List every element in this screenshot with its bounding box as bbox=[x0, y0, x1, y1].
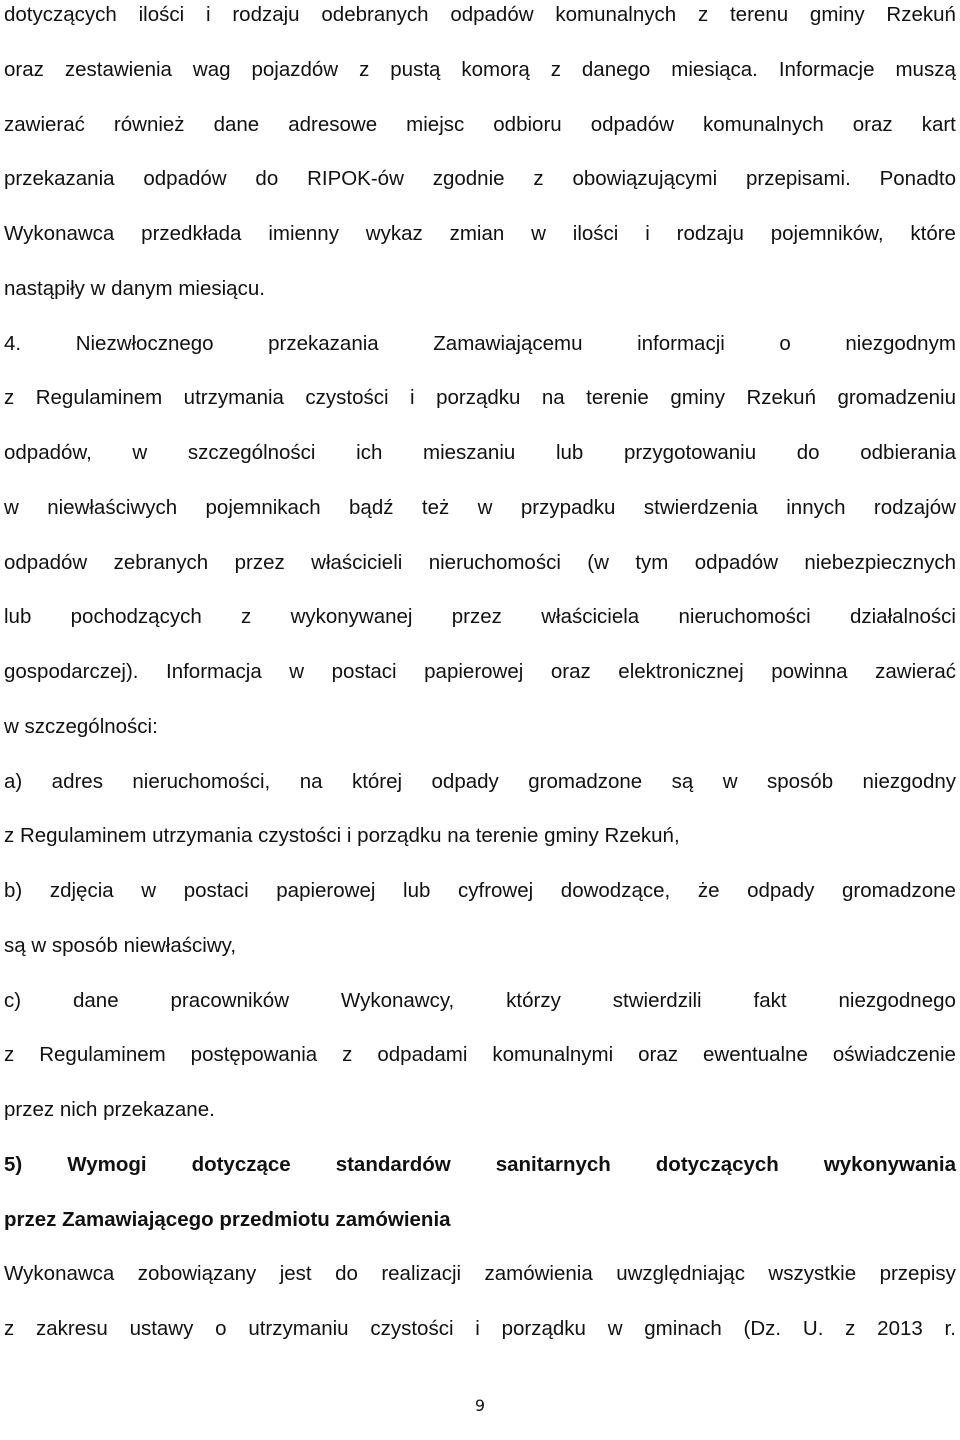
body-text-line: są w sposób niewłaściwy, bbox=[4, 933, 237, 957]
body-text-line: przekazania odpadów do RIPOK-ów zgodnie z obowiązującymi przepisami. Ponadto bbox=[4, 167, 956, 191]
body-text-line: Wykonawca zobowiązany jest do realizacji zamówienia uwzględniając wszystkie przepisy bbox=[4, 1262, 956, 1286]
body-text-line: w szczególności: bbox=[4, 714, 158, 738]
body-text-line: dotyczących ilości i rodzaju odebranych odpadów komunalnych z terenu gminy Rzekuń bbox=[4, 3, 956, 26]
section-heading-line: 5) Wymogi dotyczące standardów sanitarnych dotyczących wykonywania bbox=[4, 1152, 956, 1176]
page-number: 9 bbox=[474, 1396, 486, 1415]
body-text-line: b) zdjęcia w postaci papierowej lub cyfrowej dowodzące, że odpady gromadzone bbox=[4, 879, 956, 902]
body-text-line: z Regulaminem postępowania z odpadami komunalnymi oraz ewentualne oświadczenie bbox=[4, 1043, 956, 1067]
body-text-line: oraz zestawienia wag pojazdów z pustą komorą z danego miesiąca. Informacje muszą bbox=[4, 57, 956, 81]
body-text-line: gospodarczej). Informacja w postaci papierowej oraz elektronicznej powinna zawierać bbox=[4, 660, 956, 683]
body-text-line: w niewłaściwych pojemnikach bądź też w przypadku stwierdzenia innych rodzajów bbox=[4, 495, 956, 519]
body-text-line: 4. Niezwłocznego przekazania Zamawiającemu informacji o niezgodnym bbox=[4, 331, 956, 355]
body-text-line: zawierać również dane adresowe miejsc odbioru odpadów komunalnych oraz kart bbox=[4, 112, 956, 136]
body-text-line: z Regulaminem utrzymania czystości i porządku na terenie gminy Rzekuń, bbox=[4, 824, 680, 848]
section-heading-line: przez Zamawiającego przedmiotu zamówienia bbox=[4, 1207, 451, 1231]
body-text-line: przez nich przekazane. bbox=[4, 1098, 215, 1121]
body-text-line: z Regulaminem utrzymania czystości i porządku na terenie gminy Rzekuń gromadzeniu bbox=[4, 386, 956, 410]
body-text-line: odpadów zebranych przez właścicieli nieruchomości (w tym odpadów niebezpiecznych bbox=[4, 550, 956, 574]
body-text-line: odpadów, w szczególności ich mieszaniu lub przygotowaniu do odbierania bbox=[4, 441, 956, 464]
body-text-line: c) dane pracowników Wykonawcy, którzy stwierdzili fakt niezgodnego bbox=[4, 988, 956, 1012]
body-text-line: Wykonawca przedkłada imienny wykaz zmian w ilości i rodzaju pojemników, które bbox=[4, 222, 956, 245]
body-text-line: a) adres nieruchomości, na której odpady gromadzone są w sposób niezgodny bbox=[4, 769, 956, 793]
body-text-line: z zakresu ustawy o utrzymaniu czystości i porządku w gminach (Dz. U. z 2013 r. bbox=[4, 1317, 956, 1340]
body-text-line: nastąpiły w danym miesiącu. bbox=[4, 276, 265, 300]
body-text-line: lub pochodzących z wykonywanej przez właściciela nieruchomości działalności bbox=[4, 605, 956, 629]
